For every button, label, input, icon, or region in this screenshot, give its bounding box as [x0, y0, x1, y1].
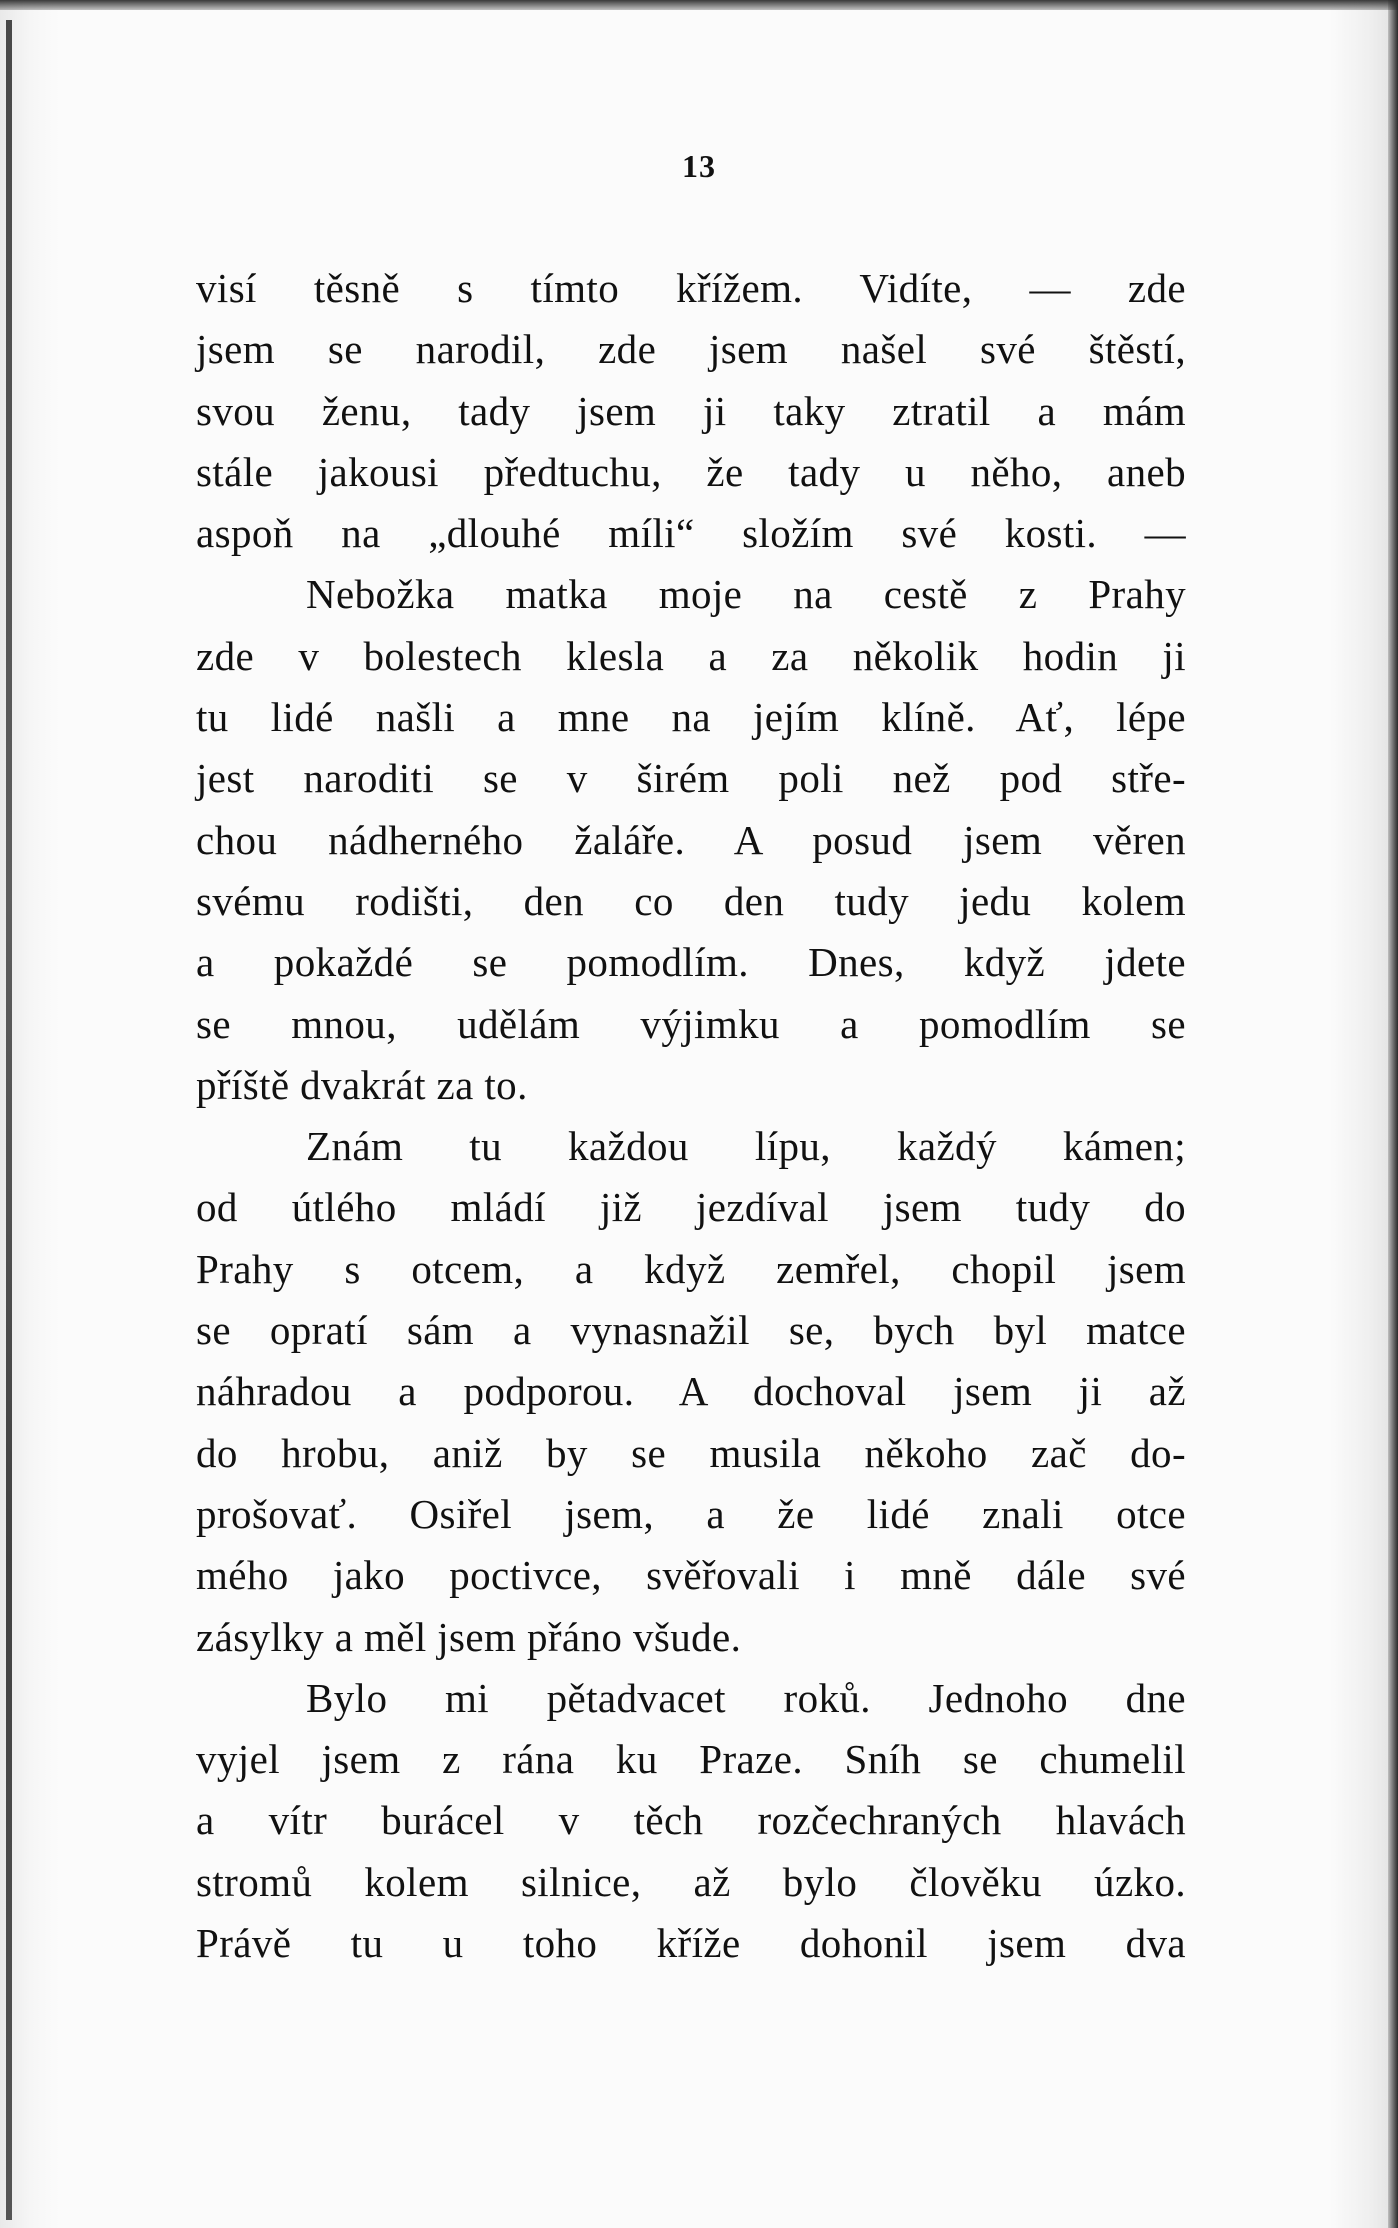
page-right-edge: [1388, 0, 1398, 2228]
page-top-edge: [0, 0, 1398, 10]
text-line: chou nádherného žaláře. A posud jsem věren: [196, 816, 1186, 863]
text-line: svému rodišti, den co den tudy jedu kolem: [196, 877, 1186, 924]
text-line: visí těsně s tímto křížem. Vidíte, — zde: [196, 265, 1186, 311]
text-line: prošovať. Osiřel jsem, a že lidé znali otce: [196, 1490, 1186, 1537]
text-line: od útlého mládí již jezdíval jsem tudy do: [196, 1184, 1186, 1231]
text-line: mého jako poctivce, svěřovali i mně dále své: [196, 1552, 1186, 1599]
text-line: jest naroditi se v širém poli než pod stře-: [196, 755, 1186, 802]
text-line: zde v bolestech klesla a za několik hodin ji: [196, 632, 1186, 679]
text-line: do hrobu, aniž by se musila někoho zač do-: [196, 1429, 1186, 1476]
text-line: jsem se narodil, zde jsem našel své štěstí,: [196, 326, 1186, 373]
text-line: stromů kolem silnice, až bylo člověku úzko.: [196, 1858, 1186, 1905]
text-line: vyjel jsem z rána ku Praze. Sníh se chumelil: [196, 1736, 1186, 1783]
page-binding-edge: [6, 20, 12, 2220]
text-line: a pokaždé se pomodlím. Dnes, když jdete: [196, 939, 1186, 986]
text-line: stále jakousi předtuchu, že tady u něho, aneb: [196, 448, 1186, 495]
text-line: Prahy s otcem, a když zemřel, chopil jsem: [196, 1245, 1186, 1292]
body-text: [196, 258, 1186, 1974]
text-line: aspoň na „dlouhé míli“ složím své kosti. —: [196, 510, 1186, 557]
text-line: Právě tu u toho kříže dohonil jsem dva: [196, 1920, 1186, 1967]
text-line: se opratí sám a vynasnažil se, bych byl matce: [196, 1307, 1186, 1354]
paragraph-start-line: Znám tu každou lípu, každý kámen;: [306, 1123, 1186, 1170]
paragraph-start-line: Bylo mi pětadvacet roků. Jednoho dne: [306, 1674, 1186, 1721]
paragraph-end-line: příště dvakrát za to.: [196, 1061, 528, 1108]
paragraph-end-line: zásylky a měl jsem přáno všude.: [196, 1613, 742, 1660]
text-line: svou ženu, tady jsem ji taky ztratil a mám: [196, 387, 1186, 434]
page-number: 13: [682, 148, 716, 184]
paragraph-start-line: Nebožka matka moje na cestě z Prahy: [306, 571, 1186, 618]
text-line: náhradou a podporou. A dochoval jsem ji až: [196, 1368, 1186, 1415]
text-line: se mnou, udělám výjimku a pomodlím se: [196, 1000, 1186, 1047]
text-line: a vítr burácel v těch rozčechraných hlavách: [196, 1797, 1186, 1844]
text-line: tu lidé našli a mne na jejím klíně. Ať, lépe: [196, 694, 1186, 741]
